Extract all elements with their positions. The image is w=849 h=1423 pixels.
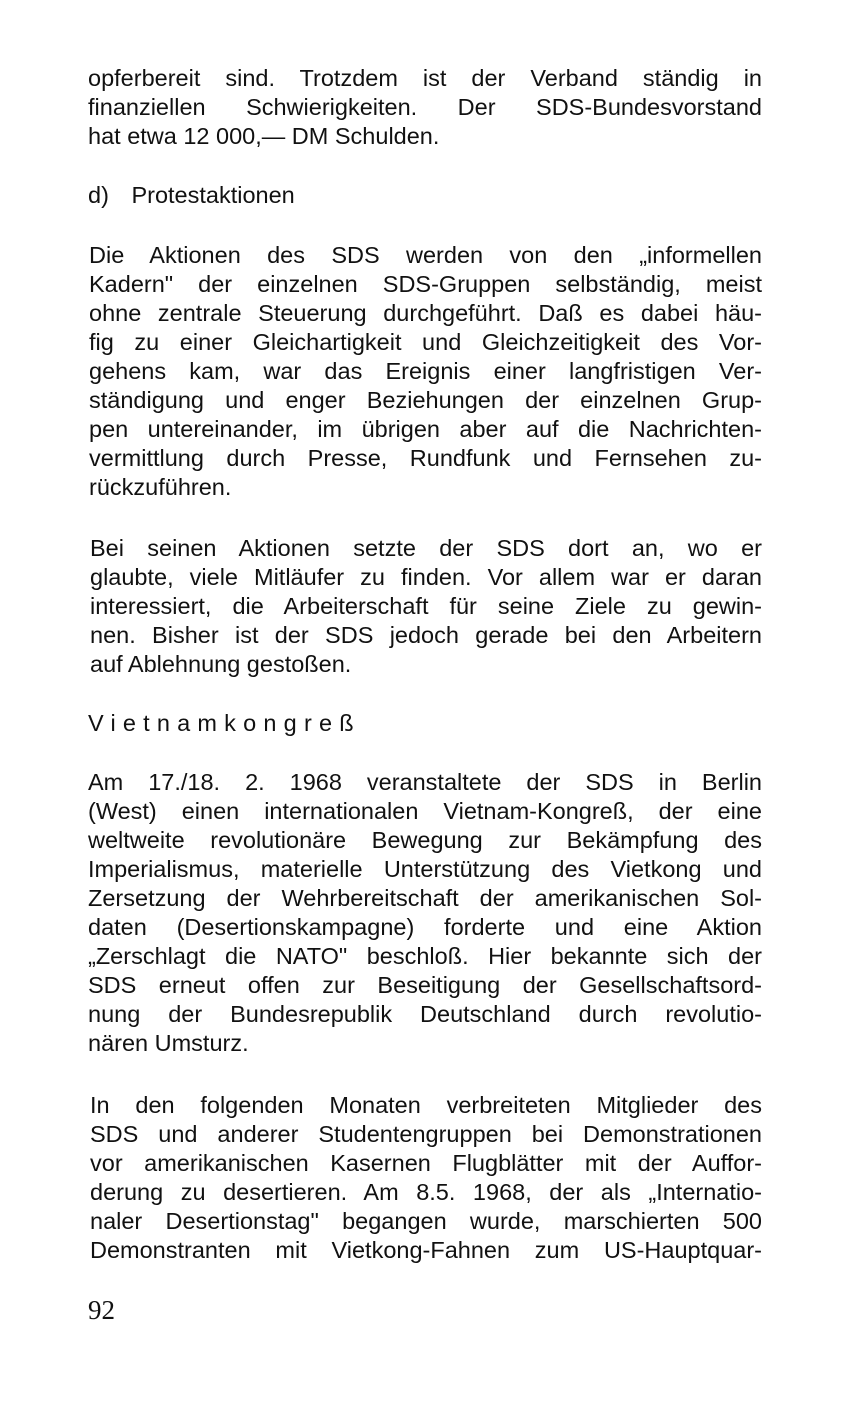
paragraph-actions xyxy=(89,241,762,502)
text-line: auf Ablehnung gestoßen. xyxy=(90,651,352,677)
text-line: SDS erneut offen zur Beseitigung der Gesellschaftsord- xyxy=(88,972,762,998)
paragraph-desertion xyxy=(90,1091,762,1265)
text-line: naler Desertionstag" begangen wurde, marschierten 500 xyxy=(90,1208,762,1234)
text-line: vor amerikanischen Kasernen Flugblätter mit der Auffor- xyxy=(90,1150,762,1176)
paragraph-vietnam-congress xyxy=(88,768,762,1058)
page-number: 92 xyxy=(88,1295,115,1325)
text-line: vermittlung durch Presse, Rundfunk und Fernsehen zu- xyxy=(89,445,762,471)
section-title: Protestaktionen xyxy=(131,182,295,208)
text-line: opferbereit sind. Trotzdem ist der Verband ständig in xyxy=(88,65,762,91)
text-line: derung zu desertieren. Am 8.5. 1968, der als „Internatio- xyxy=(90,1179,762,1205)
text-line: Kadern" der einzelnen SDS-Gruppen selbständig, meist xyxy=(89,271,762,297)
text-line: ständigung und enger Beziehungen der einzelnen Grup- xyxy=(89,387,762,413)
text-line: gehens kam, war das Ereignis einer langfristigen Ver- xyxy=(89,358,762,384)
text-line: nen. Bisher ist der SDS jedoch gerade bei den Arbeitern xyxy=(90,622,762,648)
text-line: ohne zentrale Steuerung durchgeführt. Daß es dabei häu- xyxy=(89,300,762,326)
text-line: (West) einen internationalen Vietnam-Kongreß, der eine xyxy=(88,798,762,824)
paragraph-finances xyxy=(88,64,762,151)
section-label: d) xyxy=(88,182,109,208)
text-line: rückzuführen. xyxy=(89,474,232,500)
paragraph-followers xyxy=(90,534,762,679)
text-line: daten (Desertionskampagne) forderte und eine Aktion xyxy=(88,914,762,940)
text-line: SDS und anderer Studentengruppen bei Demonstrationen xyxy=(90,1121,762,1147)
text-line: Am 17./18. 2. 1968 veranstaltete der SDS in Berlin xyxy=(88,769,762,795)
text-line: finanziellen Schwierigkeiten. Der SDS-Bundesvorstand xyxy=(88,94,762,120)
text-line: hat etwa 12 000,— DM Schulden. xyxy=(88,123,440,149)
text-line: Imperialismus, materielle Unterstützung des Vietkong und xyxy=(88,856,762,882)
text-line: weltweite revolutionäre Bewegung zur Bekämpfung des xyxy=(88,827,762,853)
text-line: fig zu einer Gleichartigkeit und Gleichzeitigkeit des Vor- xyxy=(89,329,762,355)
section-heading-protestaktionen xyxy=(88,181,295,210)
text-line: Die Aktionen des SDS werden von den „informellen xyxy=(89,242,762,268)
text-line: „Zerschlagt die NATO" beschloß. Hier bekannte sich der xyxy=(88,943,762,969)
text-line: nären Umsturz. xyxy=(88,1030,249,1056)
text-line: Zersetzung der Wehrbereitschaft der amerikanischen Sol- xyxy=(88,885,762,911)
section-title: Vietnamkongreß xyxy=(88,710,361,736)
text-line: interessiert, die Arbeiterschaft für seine Ziele zu gewin- xyxy=(90,593,762,619)
text-line: glaubte, viele Mitläufer zu finden. Vor allem war er daran xyxy=(90,564,762,590)
text-line: Demonstranten mit Vietkong-Fahnen zum US-Hauptquar- xyxy=(90,1237,762,1263)
text-line: pen untereinander, im übrigen aber auf die Nachrichten- xyxy=(89,416,762,442)
text-line: Bei seinen Aktionen setzte der SDS dort an, wo er xyxy=(90,535,762,561)
text-line: In den folgenden Monaten verbreiteten Mitglieder des xyxy=(90,1092,762,1118)
text-line: nung der Bundesrepublik Deutschland durch revolutio- xyxy=(88,1001,762,1027)
section-heading-vietnamkongress xyxy=(88,709,361,738)
